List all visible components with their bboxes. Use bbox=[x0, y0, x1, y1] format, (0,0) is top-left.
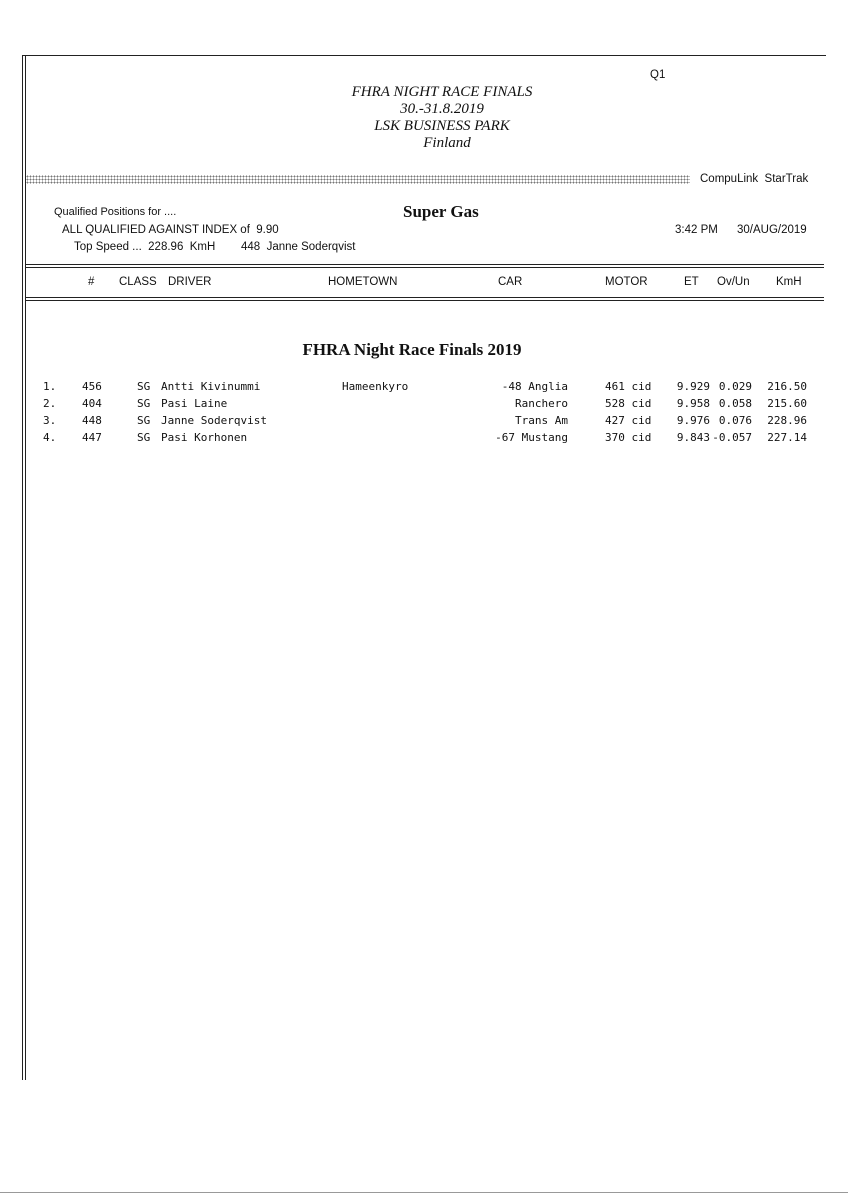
row-et: 9.958 bbox=[676, 397, 710, 410]
qualified-for-label: Qualified Positions for .... bbox=[54, 206, 177, 218]
row-car-number: 404 bbox=[82, 397, 102, 410]
row-et: 9.843 bbox=[676, 431, 710, 444]
col-motor: MOTOR bbox=[605, 276, 648, 288]
row-car: -67 Mustang bbox=[495, 431, 568, 444]
event-dates: 30.-31.8.2019 bbox=[400, 101, 484, 117]
col-ovun: Ov/Un bbox=[717, 276, 750, 288]
row-car-number: 447 bbox=[82, 431, 102, 444]
row-motor: 427 cid bbox=[605, 414, 652, 427]
report-date: 30/AUG/2019 bbox=[737, 224, 807, 236]
row-et: 9.976 bbox=[676, 414, 710, 427]
col-car: CAR bbox=[498, 276, 523, 288]
col-class: CLASS bbox=[119, 276, 157, 288]
col-hometown: HOMETOWN bbox=[328, 276, 398, 288]
row-position: 3. bbox=[43, 414, 57, 427]
row-driver: Janne Soderqvist bbox=[161, 414, 267, 427]
top-speed-line: Top Speed ... 228.96 KmH bbox=[74, 241, 216, 253]
row-class: SG bbox=[137, 431, 151, 444]
column-header-bottom-rule-1 bbox=[26, 297, 824, 298]
left-border-inner bbox=[25, 55, 26, 1080]
row-motor: 370 cid bbox=[605, 431, 652, 444]
top-border bbox=[22, 55, 826, 56]
row-motor: 461 cid bbox=[605, 380, 652, 393]
row-driver: Antti Kivinummi bbox=[161, 380, 261, 393]
row-et: 9.929 bbox=[676, 380, 710, 393]
class-title: Super Gas bbox=[403, 202, 479, 221]
top-speed-driver: 448 Janne Soderqvist bbox=[241, 241, 356, 253]
report-time: 3:42 PM bbox=[675, 224, 718, 236]
column-header-top-rule-1 bbox=[26, 264, 824, 265]
page-code: Q1 bbox=[650, 69, 666, 81]
system-label: CompuLink StarTrak bbox=[700, 173, 809, 185]
row-ovun: -0.057 bbox=[712, 431, 752, 444]
row-kmh: 227.14 bbox=[767, 431, 807, 444]
row-kmh: 215.60 bbox=[767, 397, 807, 410]
row-class: SG bbox=[137, 397, 151, 410]
index-line: ALL QUALIFIED AGAINST INDEX of 9.90 bbox=[62, 224, 279, 236]
event-title: FHRA NIGHT RACE FINALS bbox=[351, 84, 533, 100]
row-car-number: 456 bbox=[82, 380, 102, 393]
column-header-bottom-rule-2 bbox=[26, 300, 824, 301]
row-car-number: 448 bbox=[82, 414, 102, 427]
row-ovun: 0.076 bbox=[718, 414, 752, 427]
row-car: -48 Anglia bbox=[501, 380, 568, 393]
column-header-top-rule-2 bbox=[26, 267, 824, 268]
row-position: 1. bbox=[43, 380, 57, 393]
row-driver: Pasi Korhonen bbox=[161, 431, 248, 444]
row-ovun: 0.058 bbox=[718, 397, 752, 410]
bottom-border bbox=[0, 1192, 848, 1193]
row-hometown: Hameenkyro bbox=[342, 380, 409, 393]
row-position: 4. bbox=[43, 431, 57, 444]
row-kmh: 228.96 bbox=[767, 414, 807, 427]
left-border-outer bbox=[22, 55, 23, 1080]
dotted-separator bbox=[26, 175, 690, 184]
col-driver: DRIVER bbox=[168, 276, 212, 288]
section-title: FHRA Night Race Finals 2019 bbox=[302, 340, 522, 359]
col-et: ET bbox=[684, 276, 699, 288]
event-venue: LSK BUSINESS PARK bbox=[374, 118, 510, 134]
row-class: SG bbox=[137, 414, 151, 427]
row-class: SG bbox=[137, 380, 151, 393]
row-ovun: 0.029 bbox=[718, 380, 752, 393]
col-kmh: KmH bbox=[776, 276, 802, 288]
row-position: 2. bbox=[43, 397, 57, 410]
row-driver: Pasi Laine bbox=[161, 397, 228, 410]
row-car: Ranchero bbox=[515, 397, 568, 410]
row-motor: 528 cid bbox=[605, 397, 652, 410]
event-country: Finland bbox=[423, 135, 471, 151]
row-car: Trans Am bbox=[515, 414, 568, 427]
col-num: # bbox=[88, 276, 95, 288]
row-kmh: 216.50 bbox=[767, 380, 807, 393]
